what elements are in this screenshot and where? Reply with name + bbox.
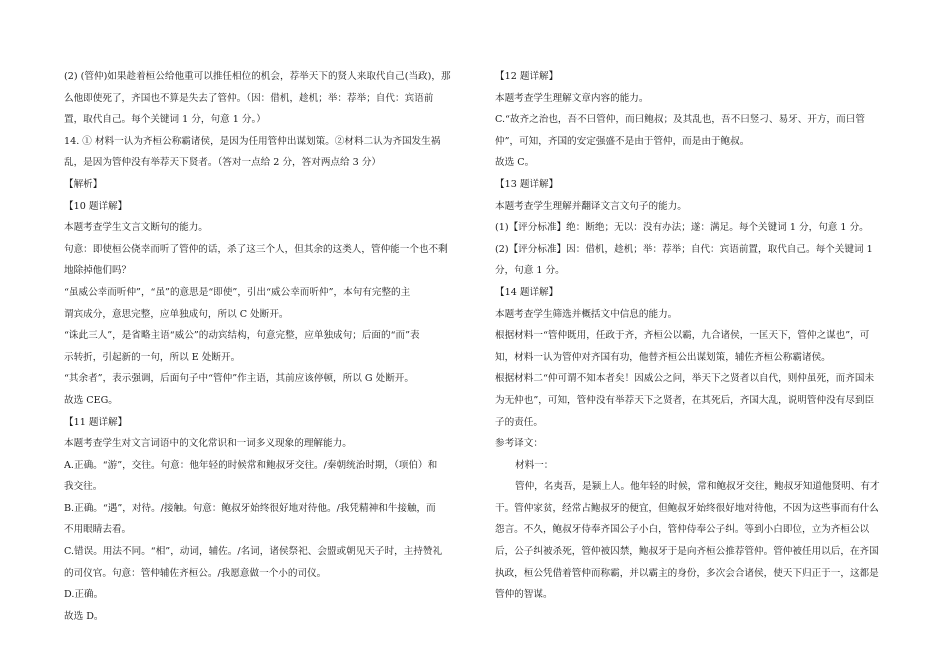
text-line: 本题考查学生理解并翻译文言文句子的能力。 — [495, 200, 687, 212]
text-line: D.正确。 — [64, 589, 104, 601]
text-line: 知，材料一认为管仲对齐国有功，他替齐桓公出谋划策，辅佐齐桓公称霸诸侯。 — [495, 351, 831, 363]
text-line: 不用眼睛去看。 — [64, 524, 132, 536]
text-line: 仲”，可知，齐国的安定强盛不是由于管仲，而是由于鲍叔。 — [495, 135, 750, 147]
text-line: 材料一： — [515, 459, 554, 471]
text-line: 根据材料二“仲可谓不知本者矣！因威公之问，举天下之贤者以自代，则仲虽死，而齐国未 — [495, 373, 875, 385]
text-line: 故选 D。 — [64, 610, 104, 622]
text-line: 分，句意 1 分。 — [495, 265, 565, 277]
text-line: 地除掉他们吗？ — [64, 265, 132, 277]
text-line: 根据材料一“管仲既用，任政于齐，齐桓公以霸，九合诸侯，一匡天下，管仲之谋也”，可 — [495, 330, 870, 342]
answer-column-right — [495, 66, 895, 606]
text-line: 干。管仲家贫，经常占鲍叔牙的便宜，但鲍叔牙始终很好地对待他，不因为这些事而有什么 — [495, 502, 879, 514]
text-line: “其余者”，表示强调，后面句子中“管仲”作主语，其前应该停顿，所以 G 处断开。 — [64, 373, 414, 385]
text-line: 管仲的智谋。 — [495, 589, 553, 601]
text-line: 子的责任。 — [495, 416, 543, 428]
text-line: 我交往。 — [64, 481, 103, 493]
text-line: 故选 C。 — [495, 157, 535, 169]
text-line: 【10 题详解】 — [64, 200, 128, 212]
text-line: 【12 题详解】 — [495, 71, 559, 82]
text-line: 故选 CEG。 — [64, 394, 118, 406]
text-line: 【11 题详解】 — [64, 416, 128, 428]
text-line: (2)【评分标准】因：借机，趁机；举：荐举；自代：宾语前置，取代自己。每个关键词 1 — [495, 243, 873, 255]
text-line: A.正确。“游”，交往。句意：他年轻的时候常和鲍叔牙交往。/秦朝统治时期，（项伯）和 — [64, 459, 438, 471]
text-line: (1)【评分标准】绝：断绝；无以：没有办法；遂：满足。每个关键词 1 分，句意 1 分。 — [495, 222, 869, 234]
text-line: (2) (管仲)如果趁着桓公给他重可以推任相位的机会，荐举天下的贤人来取代自己(当政)，那 — [64, 71, 451, 82]
text-line: 本题考查学生筛选并概括文中信息的能力。 — [495, 308, 678, 320]
text-line: “诛此三人”，是省略主语“威公”的动宾结构，句意完整，应单独成句；后面的“而”表 — [64, 330, 420, 342]
text-line: C.错误。用法不同。“相”，动词，辅佐。/名词，诸侯祭祀、会盟或朝见天子时，主持赞礼 — [64, 546, 443, 558]
text-line: 【解析】 — [64, 178, 103, 190]
text-line: 谓宾成分，意思完整，应单独成句，所以 C 处断开。 — [64, 308, 289, 320]
text-line: 后，公子纠被杀死，管仲被囚禁，鲍叔牙于是向齐桓公推荐管仲。管仲被任用以后，在齐国 — [495, 546, 879, 558]
text-line: 执政，桓公凭借着管仲而称霸，并以霸主的身份，多次会合诸侯，使天下归正于一，这都是 — [495, 567, 879, 579]
text-line: 【13 题详解】 — [495, 178, 559, 190]
text-line: 管仲，名夷吾，是颍上人。他年轻的时候，常和鲍叔牙交往，鲍叔牙知道他贤明、有才 — [515, 481, 880, 493]
text-line: 为无仲也”，可知，管仲没有举荐天下之贤者，在其死后，齐国大乱，说明管仲没有尽到臣 — [495, 394, 875, 406]
text-line: 句意：即使桓公侥幸而听了管仲的话，杀了这三个人，但其余的这类人，管仲能一个也不剩 — [64, 243, 448, 255]
text-line: 本题考查学生文言文断句的能力。 — [64, 222, 208, 234]
text-line: 参考译文： — [495, 438, 543, 450]
text-line: 乱，是因为管仲没有举荐天下贤者。（答对一点给 2 分，答对两点给 3 分） — [64, 157, 382, 169]
answer-column-left — [64, 66, 464, 627]
text-line: 示转折，引起新的一句，所以 E 处断开。 — [64, 351, 241, 363]
text-line: C.“故齐之治也，吾不曰管仲，而曰鲍叔；及其乱也，吾不曰竖刁、易牙、开方，而曰管 — [495, 114, 865, 126]
text-line: 【14 题详解】 — [495, 286, 559, 298]
text-line: B.正确。“遇”，对待。/接触。句意：鲍叔牙始终很好地对待他。/我凭精神和牛接触，而 — [64, 502, 436, 514]
text-line: 么他即使死了，齐国也不算是失去了管仲。（因：借机，趁机；举：荐举；自代：宾语前 — [64, 92, 434, 104]
text-line: 14. ① 材料一认为齐桓公称霸诸侯，是因为任用管仲出谋划策。②材料二认为齐国发生祸 — [64, 135, 441, 147]
text-line: 怨言。不久，鲍叔牙侍奉齐国公子小白，管仲侍奉公子纠。等到小白即位，立为齐桓公以 — [495, 524, 870, 536]
text-line: 本题考查学生对文言词语中的文化常识和一词多义现象的理解能力。 — [64, 438, 352, 450]
text-line: 的司仪官。句意：管仲辅佐齐桓公。/我愿意做一个小的司仪。 — [64, 567, 327, 579]
text-line: “虽威公幸而听仲”，“虽”的意思是“即使”，引出“威公幸而听仲”，本句有完整的主 — [64, 286, 411, 298]
text-line: 本题考查学生理解文章内容的能力。 — [495, 92, 649, 104]
text-line: 置，取代自己。每个关键词 1 分，句意 1 分。） — [64, 114, 266, 126]
